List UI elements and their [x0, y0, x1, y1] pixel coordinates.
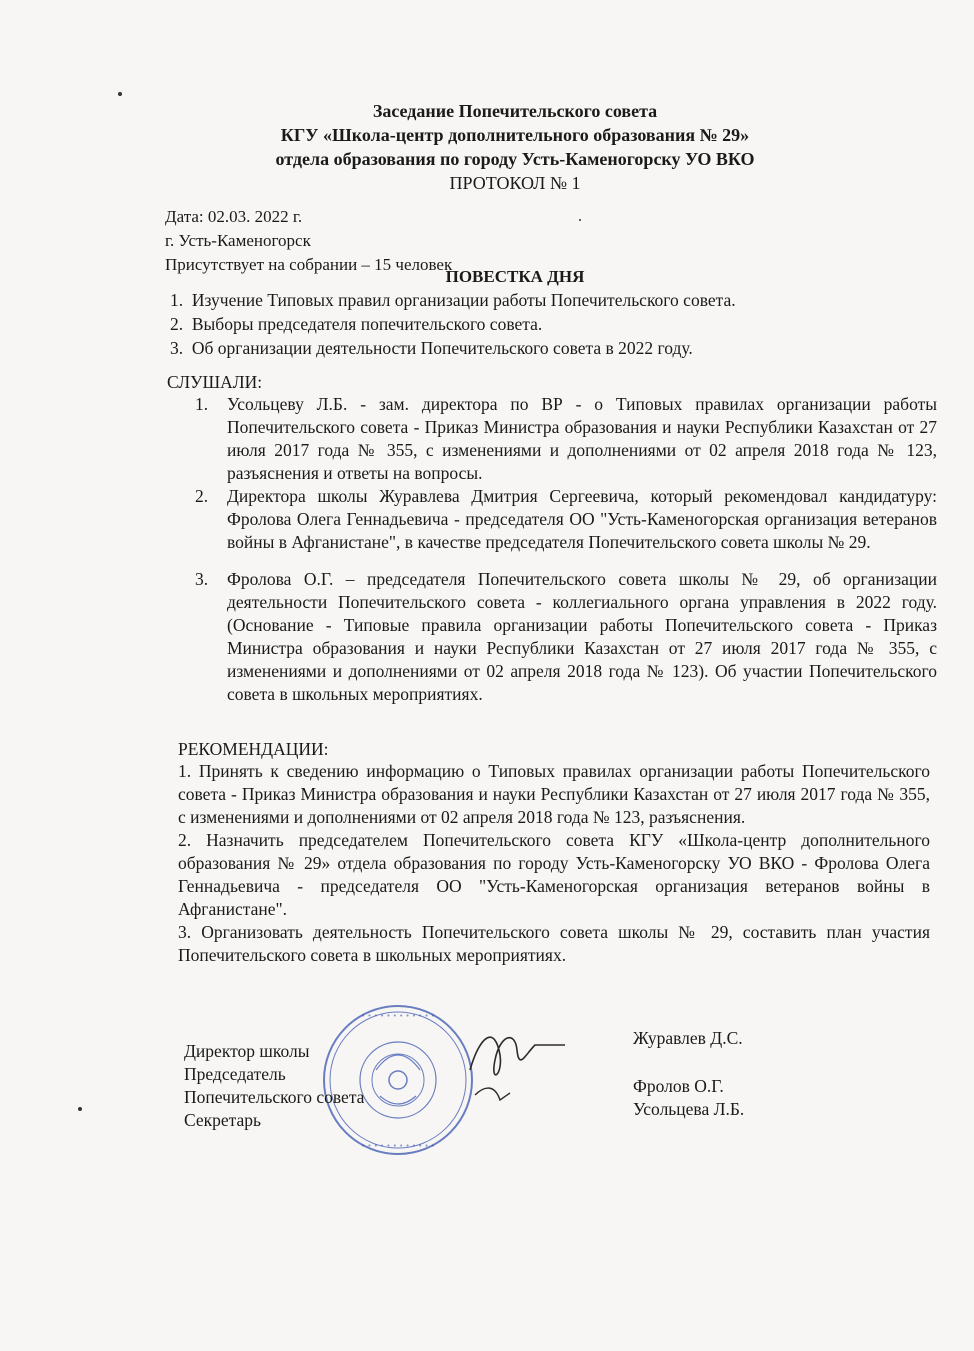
secretary-name: Усольцева Л.Б. [633, 1099, 745, 1119]
chair-title-line-1: Председатель [184, 1064, 286, 1084]
meeting-attendance: Присутствует на собрании – 15 человек [165, 255, 453, 274]
heard-item-text: Директора школы Журавлева Дмитрия Сергеевича, который рекомендовал кандидатуру: Фролова Олега Геннадьевича - председателя ОО "Усть-Каменогорская организация ветеранов войны в Афганистане", в качестве председателя Попечительского совета школы № 29. [227, 486, 937, 552]
chair-name: Фролов О.Г. [633, 1076, 724, 1096]
heard-list [195, 393, 937, 706]
heard-item-number: 2. [195, 486, 209, 506]
secretary-title: Секретарь [184, 1110, 262, 1130]
svg-text:• • • • • • • • • • • •: • • • • • • • • • • • • [360, 1012, 436, 1020]
header-line-1: Заседание Попечительского совета [372, 101, 658, 121]
agenda-item: 1. Изучение Типовых правил организации работы Попечительского совета. [170, 290, 736, 310]
header-line-2: КГУ «Школа-центр дополнительного образования № 29» [280, 125, 750, 145]
heard-label: СЛУШАЛИ: [167, 372, 263, 392]
heard-item-number: 3. [195, 569, 209, 589]
agenda-item: 2. Выборы председателя попечительского совета. [170, 314, 543, 334]
heard-item-text: Усольцеву Л.Б. - зам. директора по ВР - о Типовых правилах организации работы Попечительского совета - Приказ Министра образования и науки Республики Казахстан от 27 июля 2017 года № 355, с изменениями и дополнениями от 02 апреля 2018 года № 123, разъяснения и ответы на вопросы. [227, 394, 937, 483]
document-header [150, 99, 880, 195]
recommendations-label: РЕКОМЕНДАЦИИ: [178, 739, 329, 759]
scan-speck [78, 1107, 82, 1111]
signature-director [455, 1015, 575, 1110]
recommendation-item: 1. Принять к сведению информацию о Типовых правилах организации работы Попечительского совета - Приказ Министра образования и науки Республики Казахстан от 27 июля 2017 года № 355, с изменениями и дополнениями от 02 апреля 2018 года № 123, разъяснения. [178, 761, 930, 827]
agenda-list [170, 288, 910, 360]
header-line-3: отдела образования по городу Усть-Каменогорску УО ВКО [275, 149, 755, 169]
svg-text:• • • • • • • • • • • •: • • • • • • • • • • • • [360, 1142, 436, 1150]
recommendation-item: 2. Назначить председателем Попечительского совета КГУ «Школа-центр дополнительного образования № 29» отдела образования по городу Усть-Каменогорску УО ВКО - Фролова Олега Геннадьевича - председателя ОО "Усть-Каменогорская организация ветеранов войны в Афганистане". [178, 830, 930, 919]
meeting-city: г. Усть-Каменогорск [165, 231, 311, 250]
heard-item [195, 485, 937, 554]
agenda-heading: ПОВЕСТКА ДНЯ [445, 267, 585, 286]
recommendations-list [178, 760, 930, 967]
meeting-date: Дата: 02.03. 2022 г. [165, 207, 303, 226]
chair-title-line-2: Попечительского совета [184, 1087, 365, 1107]
agenda-item: 3. Об организации деятельности Попечительского совета в 2022 году. [170, 338, 693, 358]
scan-speck [118, 92, 122, 96]
heard-item [195, 393, 937, 485]
heard-item-number: 1. [195, 394, 209, 414]
director-title: Директор школы [184, 1041, 310, 1061]
heard-item-text: Фролова О.Г. – председателя Попечительского совета школы № 29, об организации деятельности Попечительского совета - коллегиального органа управления в 2022 году. (Основание - Типовые правила организации работы Попечительского совета - Приказ Министра образования и науки Республики Казахстан от 27 июля 2017 года № 355, с изменениями и дополнениями от 02 апреля 2018 года № 123). Об участии Попечительского совета в школьных мероприятиях. [227, 569, 937, 704]
recommendation-item: 3. Организовать деятельность Попечительского совета школы № 29, составить план участия Попечительского совета в школьных мероприятиях. [178, 922, 930, 965]
heard-item [195, 568, 937, 706]
scan-speck [579, 219, 581, 221]
protocol-number: ПРОТОКОЛ № 1 [449, 173, 581, 193]
director-name: Журавлев Д.С. [633, 1028, 743, 1048]
official-seal-stamp [318, 1000, 478, 1160]
